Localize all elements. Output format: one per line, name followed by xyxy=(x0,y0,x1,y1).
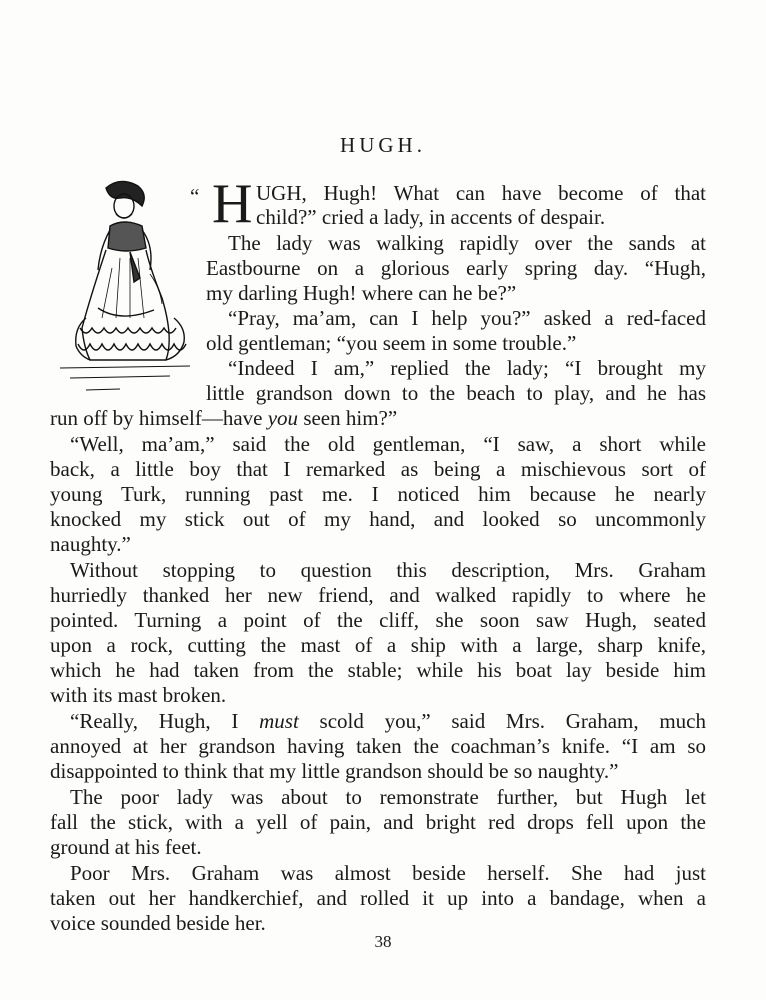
text-line: Eastbourne on a glorious early spring day. “Hugh, xyxy=(206,256,706,280)
text-line: hurriedly thanked her new friend, and walked rapidly to where he xyxy=(50,583,706,607)
text-line: “Pray, ma’am, can I help you?” asked a red-faced xyxy=(228,306,706,330)
text-line: The poor lady was about to remonstrate further, but Hugh let xyxy=(70,785,706,809)
chapter-title: HUGH. xyxy=(340,133,426,157)
text-line: naughty.” xyxy=(50,532,131,556)
woman-illustration xyxy=(50,178,196,406)
text-line: child?” cried a lady, in accents of despair. xyxy=(256,205,606,229)
text-line: fall the stick, with a yell of pain, and bright red drops fell upon the xyxy=(50,810,706,834)
opening-quote: “ xyxy=(190,184,200,208)
text-line: little grandson down to the beach to play, and he has xyxy=(206,381,706,405)
text-line: knocked my stick out of my hand, and looked so uncommonly xyxy=(50,507,706,531)
text-line: with its mast broken. xyxy=(50,683,227,707)
text-line: “Really, Hugh, I must scold you,” said Mrs. Graham, much xyxy=(70,709,706,733)
text-line: young Turk, running past me. I noticed him because he nearly xyxy=(50,482,706,506)
drop-cap: H xyxy=(212,173,253,235)
text-line: my darling Hugh! where can he be?” xyxy=(206,281,517,305)
text-line: Poor Mrs. Graham was almost beside herself. She had just xyxy=(70,861,706,885)
text-line: annoyed at her grandson having taken the coachman’s knife. “I am so xyxy=(50,734,706,758)
text-line: pointed. Turning a point of the cliff, she soon saw Hugh, seated xyxy=(50,608,706,632)
text-line: Without stopping to question this description, Mrs. Graham xyxy=(70,558,706,582)
text-line: disappointed to think that my little grandson should be so naughty.” xyxy=(50,759,619,783)
text-line: UGH, Hugh! What can have become of that xyxy=(256,181,706,205)
text-line: old gentleman; “you seem in some trouble.” xyxy=(206,331,577,355)
text-line: ground at his feet. xyxy=(50,835,202,859)
text-line: back, a little boy that I remarked as being a mischievous sort of xyxy=(50,457,706,481)
text-line: taken out her handkerchief, and rolled it up into a bandage, when a xyxy=(50,886,706,910)
text-line: run off by himself—have you seen him?” xyxy=(50,406,398,430)
text-line: upon a rock, cutting the mast of a ship with a large, sharp knife, xyxy=(50,633,706,657)
text-line: “Indeed I am,” replied the lady; “I brought my xyxy=(228,356,706,380)
page-number: 38 xyxy=(374,932,392,951)
text-line: The lady was walking rapidly over the sands at xyxy=(228,231,706,255)
text-line: voice sounded beside her. xyxy=(50,911,266,935)
text-line: which he had taken from the stable; while his boat lay beside him xyxy=(50,658,706,682)
text-line: “Well, ma’am,” said the old gentleman, “I saw, a short while xyxy=(70,432,706,456)
